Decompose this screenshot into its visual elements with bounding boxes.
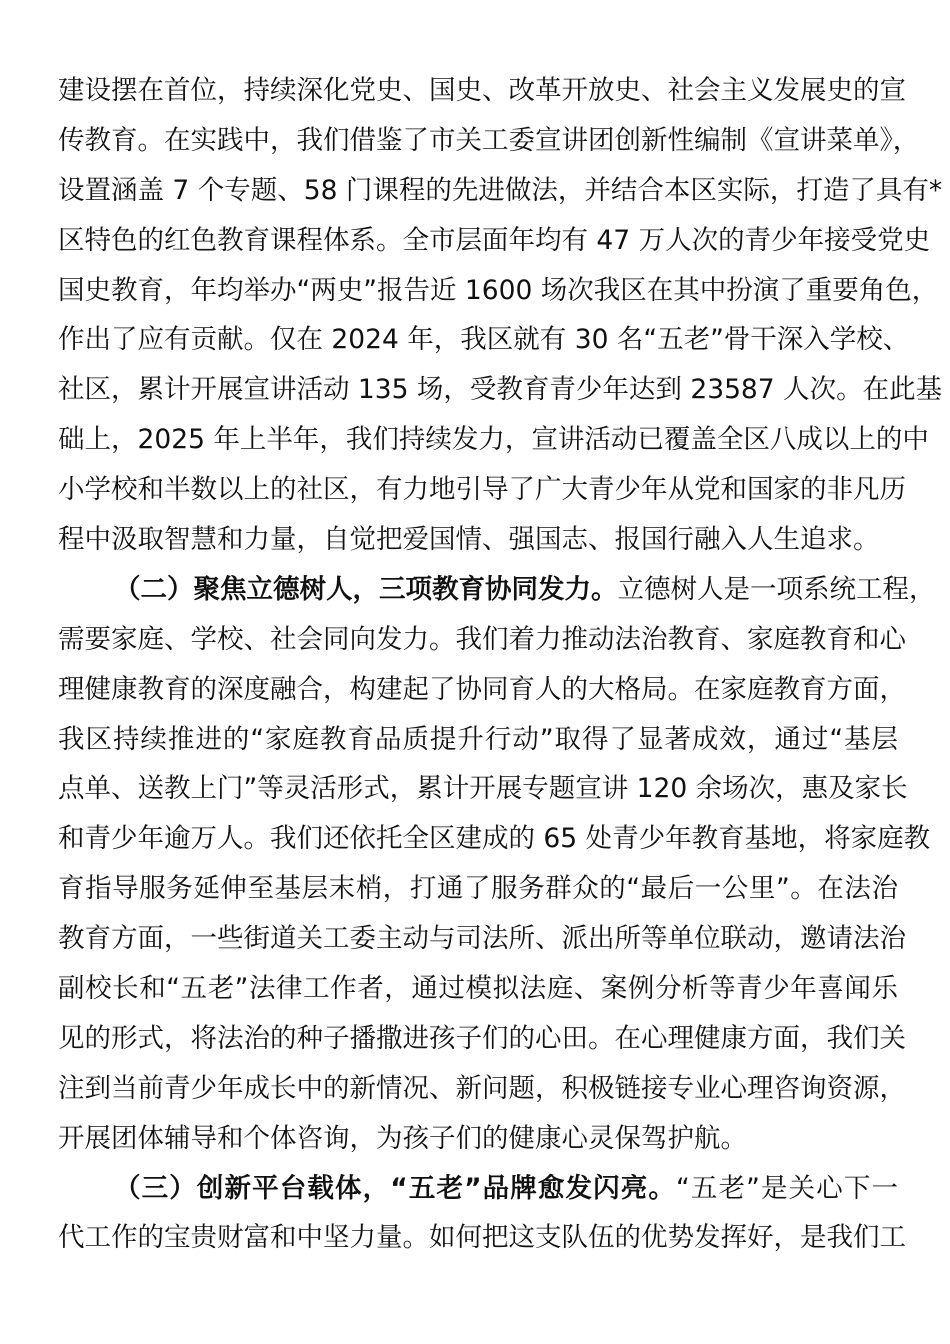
paragraph-heading-line <box>58 565 936 615</box>
text-line: 我区持续推进的“家庭教育品质提升行动”取得了显著成效，通过“基层 <box>58 723 898 755</box>
paragraph-heading-line <box>58 1164 898 1214</box>
text-line: 教育方面，一些街道关工委主动与司法所、派出所等单位联动，邀请法治 <box>58 923 906 955</box>
document-page <box>58 66 943 1263</box>
text-line: 见的形式，将法治的种子播撒进孩子们的心田。在心理健康方面，我们关 <box>58 1022 906 1054</box>
text-line: 点单、送教上门”等灵活形式，累计开展专题宣讲 120 余场次，惠及家长 <box>58 773 908 805</box>
text-line: 代工作的宝贵财富和中坚力量。如何把这支队伍的优势发挥好，是我们工 <box>58 1222 906 1254</box>
text-line: 开展团体辅导和个体咨询，为孩子们的健康心灵保驾护航。 <box>58 1122 747 1154</box>
paragraph-1 <box>58 66 943 565</box>
paragraph-2 <box>58 565 936 1164</box>
text-line: 和青少年逾万人。我们还依托全区建成的 65 处青少年教育基地，将家庭教 <box>58 823 931 855</box>
text-line: 社区，累计开展宣讲活动 135 场，受教育青少年达到 23587 人次。在此基 <box>58 374 943 406</box>
text-line: 理健康教育的深度融合，构建起了协同育人的大格局。在家庭教育方面， <box>58 673 906 705</box>
text-line: 础上，2025 年上半年，我们持续发力，宣讲活动已覆盖全区八成以上的中 <box>58 424 929 456</box>
text-line: 建设摆在首位，持续深化党史、国史、改革开放史、社会主义发展史的宣 <box>58 75 906 106</box>
text-line: 作出了应有贡献。仅在 2024 年，我区就有 30 名“五老”骨干深入学校、 <box>58 324 910 356</box>
text-line: 育指导服务延伸至基层末梢，打通了服务群众的“最后一公里”。在法治 <box>58 873 898 905</box>
text-line: 副校长和“五老”法律工作者，通过模拟法庭、案例分析等青少年喜闻乐 <box>58 973 898 1005</box>
text-line: 注到当前青少年成长中的新情况、新问题，积极链接专业心理咨询资源， <box>58 1072 906 1104</box>
section-heading: （二）聚焦立德树人，三项教育协同发力。 <box>114 573 618 605</box>
text-line: 程中汲取智慧和力量，自觉把爱国情、强国志、报国行融入人生追求。 <box>58 524 880 556</box>
section-heading: （三）创新平台载体，“五老”品牌愈发闪亮。 <box>114 1172 677 1204</box>
text-line: 传教育。在实践中，我们借鉴了市关工委宣讲团创新性编制《宣讲菜单》， <box>58 124 920 156</box>
text-line: 国史教育，年均举办“两史”报告近 1600 场次我区在其中扮演了重要角色， <box>58 274 939 306</box>
text-line: 区特色的红色教育课程体系。全市层面年均有 47 万人次的青少年接受党史 <box>58 224 931 256</box>
text-line: 设置涵盖 7 个专题、58 门课程的先进做法，并结合本区实际，打造了具有* <box>58 174 943 206</box>
heading-line-text: 立德树人是一项系统工程， <box>617 573 936 605</box>
text-line: 小学校和半数以上的社区，有力地引导了广大青少年从党和国家的非凡历 <box>58 474 906 506</box>
text-line: 需要家庭、学校、社会同向发力。我们着力推动法治教育、家庭教育和心 <box>58 623 906 655</box>
heading-line-text: “五老”是关心下一 <box>676 1172 898 1204</box>
paragraph-3 <box>58 1164 906 1264</box>
